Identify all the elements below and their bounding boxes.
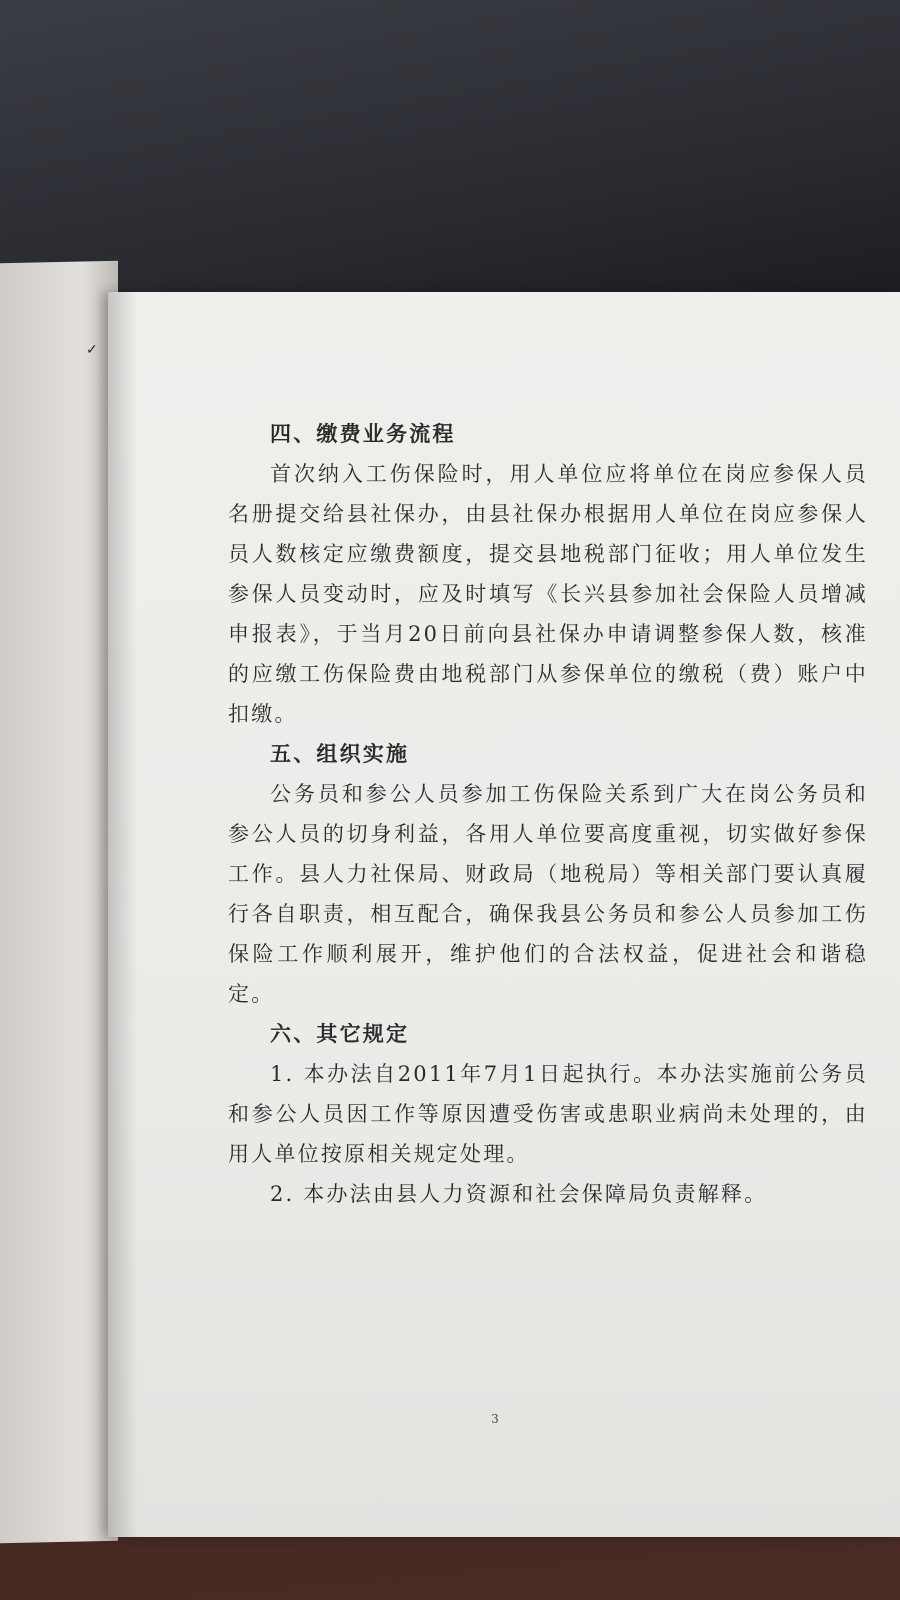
page-number: 3 xyxy=(491,1412,499,1426)
document-body xyxy=(228,414,868,1214)
section-6-item-1: 1. 本办法自2011年7月1日起执行。本办法实施前公务员和参公人员因工作等原因遭受伤害或患职业病尚未处理的，由用人单位按原相关规定处理。 xyxy=(228,1062,868,1166)
section-5-paragraph-1: 公务员和参公人员参加工伤保险关系到广大在岗公务员和参公人员的切身利益，各用人单位要高度重视，切实做好参保工作。县人力社保局、财政局（地税局）等相关部门要认真履行各自职责，相互配合，确保我县公务员和参公人员参加工伤保险工作顺利展开，维护他们的合法权益，促进社会和谐稳定。 xyxy=(228,782,868,1006)
section-heading-6: 六、其它规定 xyxy=(270,1021,410,1046)
section-4-paragraph-1: 首次纳入工伤保险时，用人单位应将单位在岗应参保人员名册提交给县社保办，由县社保办根据用人单位在岗应参保人员人数核定应缴费额度，提交县地税部门征收；用人单位发生参保人员变动时，应及时填写《长兴县参加社会保险人员增减申报表》，于当月20日前向县社保办申请调整参保人数，核准的应缴工伤保险费由地税部门从参保单位的缴税（费）账户中扣缴。 xyxy=(228,462,868,726)
document-page xyxy=(86,292,900,1537)
section-heading-4: 四、缴费业务流程 xyxy=(270,421,456,446)
section-6-item-2: 2. 本办法由县人力资源和社会保障局负责解释。 xyxy=(270,1182,768,1206)
book-left-edge xyxy=(0,261,118,1543)
desk-background xyxy=(0,0,900,320)
spine-shadow xyxy=(108,292,138,1537)
ink-mark: ✓ xyxy=(86,342,98,358)
section-heading-5: 五、组织实施 xyxy=(270,741,410,766)
